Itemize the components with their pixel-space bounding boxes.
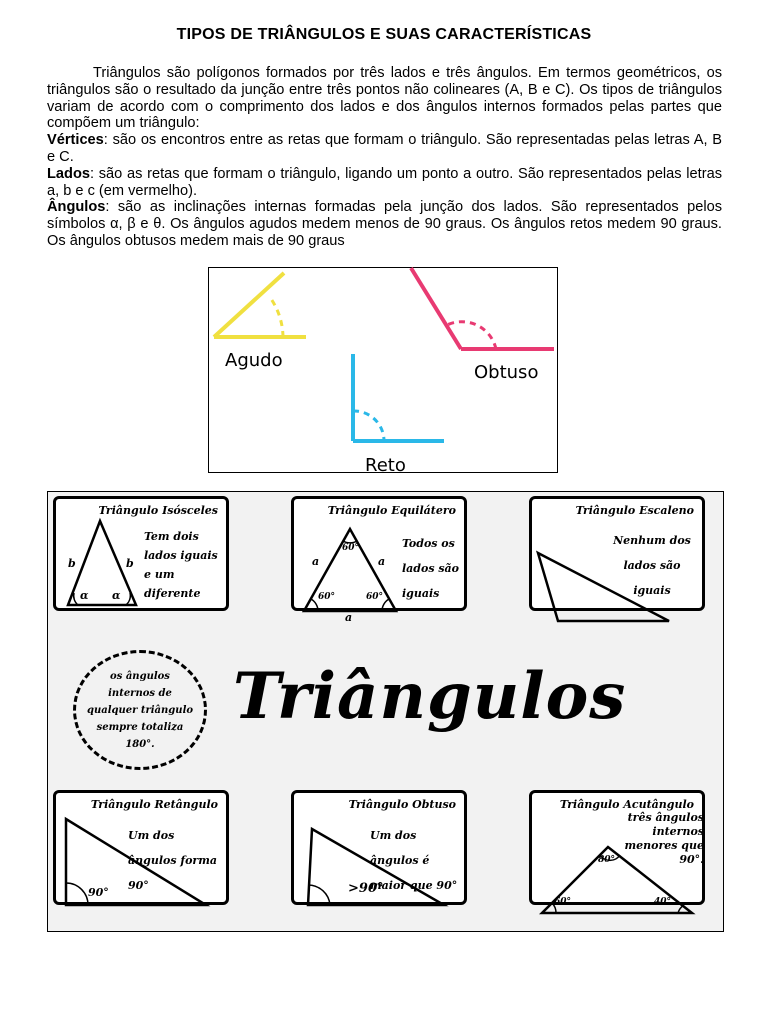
card-acutangulo-title: Triângulo Acutângulo [559, 798, 694, 811]
acute-angle-shape [214, 273, 306, 337]
definition-angulos [47, 199, 722, 249]
isosceles-angle-left-label: α [80, 589, 89, 602]
isosceles-side-left-label: b [68, 557, 76, 570]
angle-sum-note-text: os ângulos internos de qualquer triângulo sempre totaliza 180°. [86, 670, 194, 750]
obtuse-angle-shape [411, 268, 554, 349]
label-reto: Reto [365, 455, 406, 476]
angle-types-figure [208, 267, 558, 476]
term-angulos: Ângulos [47, 199, 106, 216]
right-triangle-angle-label: 90° [88, 886, 109, 899]
definition-lados-text: : são as retas que formam o triângulo, ligando um ponto a outro. São representados pelas letras a, b e c (em vermelho). [47, 165, 722, 199]
card-isosceles [53, 496, 229, 611]
document-body [47, 65, 722, 250]
term-lados: Lados [47, 165, 90, 182]
equilateral-angle-left-label: 60° [318, 592, 336, 602]
isosceles-angle-right-label: α [112, 589, 121, 602]
right-angle-shape [353, 354, 444, 441]
card-equilatero-title: Triângulo Equilátero [327, 504, 456, 517]
card-obtuso-title: Triângulo Obtuso [348, 798, 456, 811]
card-escaleno-text: Nenhum dos lados são iguais [613, 534, 691, 597]
card-acutangulo [529, 790, 705, 905]
page-title: TIPOS DE TRIÂNGULOS E SUAS CARACTERÍSTICAS [176, 26, 592, 43]
card-obtuso [291, 790, 467, 905]
card-obtuso-text: Um dos ângulos é maior que 90° [370, 829, 458, 892]
definition-angulos-text: : são as inclinações internas formadas pela junção dos lados. São representados pelos símbolos α, β e θ. Os ângulos agudos medem menos de 90 graus. Os ângulos retos medem 90 graus. Os ângulos obtusos medem mais de 90 graus [47, 199, 722, 249]
acute-angle-right-label: 40° [654, 897, 672, 907]
equilateral-side-right-label: a [378, 555, 386, 568]
card-isosceles-text: Tem dois lados iguais e um diferente [144, 530, 218, 600]
card-retangulo-title: Triângulo Retângulo [90, 798, 218, 811]
definition-vertices-text: : são os encontros entre as retas que formam o triângulo. São representadas pelas letras A, B e C. [47, 132, 722, 165]
equilateral-angle-right-label: 60° [366, 592, 384, 602]
definition-vertices [47, 132, 722, 166]
isosceles-side-right-label: b [126, 557, 134, 570]
label-obtuso: Obtuso [474, 362, 539, 383]
card-equilatero [291, 496, 467, 624]
equilateral-side-left-label: a [312, 555, 320, 568]
card-escaleno [529, 496, 705, 611]
obtuse-triangle-angle-label: >90° [348, 881, 384, 896]
equilateral-angle-top-label: 60° [342, 543, 360, 553]
acute-angle-left-label: 60° [554, 897, 572, 907]
card-retangulo [53, 790, 229, 905]
card-equilatero-text: Todos os lados são iguais [402, 537, 460, 600]
definition-lados [47, 166, 722, 200]
card-isosceles-title: Triângulo Isósceles [98, 504, 218, 517]
card-retangulo-text: Um dos ângulos forma 90° [128, 829, 217, 892]
intro-paragraph: Triângulos são polígonos formados por três lados e três ângulos. Em termos geométricos, os triângulos são o resultado da junção entre três pontos não colineares (A, B e C). Os tipos de triângulos variam de acordo com o comprimento dos lados e dos ângulos internos formados pelas partes que compõem um triângulo: [47, 65, 722, 132]
card-escaleno-title: Triângulo Escaleno [575, 504, 694, 517]
triangles-poster [47, 491, 724, 932]
label-agudo: Agudo [225, 350, 283, 371]
acute-angle-top-label: 80° [598, 855, 616, 865]
term-vertices: Vértices [47, 132, 104, 149]
card-acutangulo-text: três ângulos internos menores que 90°. [624, 811, 704, 866]
equilateral-side-bottom-label: a [345, 611, 353, 624]
angle-sum-note [73, 650, 207, 770]
poster-heading: Triângulos [233, 659, 627, 734]
